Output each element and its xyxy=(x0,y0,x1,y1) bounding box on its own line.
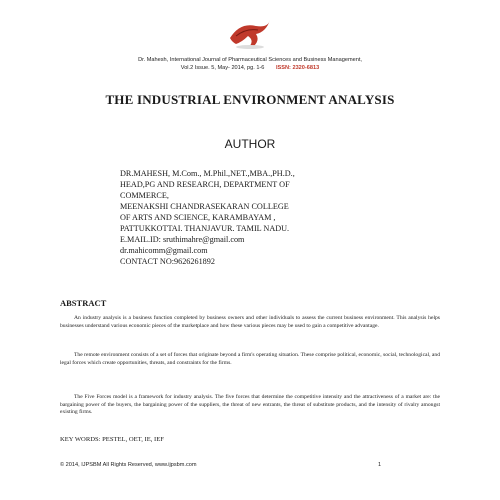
journal-logo xyxy=(226,16,274,52)
author-line: PATTUKKOTTAI. THANJAVUR. TAMIL NADU. xyxy=(120,224,290,233)
author-heading: AUTHOR xyxy=(224,137,276,151)
issn-label: ISSN: 2320-6813 xyxy=(275,65,320,71)
author-line: OF ARTS AND SCIENCE, KARAMBAYAM , xyxy=(120,213,276,222)
abstract-paragraph: The remote environment consists of a set of forces that originate beyond a firm's operating situation. These comprise political, economic, social, technological, and legal forces which create opportunities, threats, and constraints for the firms. xyxy=(60,352,440,366)
page-number: 1 xyxy=(378,462,382,468)
keywords: KEY WORDS: PESTEL, OET, IE, IEF xyxy=(60,436,164,443)
author-email-2: dr.mahicomm@gmail.com xyxy=(120,246,208,255)
abstract-heading: ABSTRACT xyxy=(60,298,107,308)
author-line: COMMERCE, xyxy=(120,191,169,200)
author-contact: CONTACT NO:9626261892 xyxy=(120,257,215,266)
abstract-paragraph: An industry analysis is a business function completed by business owners and other individuals to assess the current business environment. This analysis helps businesses understand various economic pieces of the marketplace and how these various pieces may be used to gain a competitive advantage. xyxy=(60,315,440,329)
author-line: DR.MAHESH, M.Com., M.Phil.,NET.,MBA.,PH.D., xyxy=(120,169,295,178)
journal-line-1: Dr. Mahesh, International Journal of Pharmaceutical Sciences and Business Management, xyxy=(138,57,362,63)
journal-line-2 xyxy=(60,64,440,72)
journal-citation xyxy=(60,56,440,72)
author-email: E.MAIL.ID: sruthimahre@gmail.com xyxy=(120,235,245,244)
author-details xyxy=(120,168,420,267)
copyright-footer: © 2014, IJPSBM All Rights Reserved, www.ijpsbm.com xyxy=(60,462,197,468)
abstract-paragraph: The Five Forces model is a framework for industry analysis. The five forces that determine the competitive intensity and the attractiveness of a market are: the bargaining power of the buyers, the bargaining power of the suppliers, the threat of new entrants, the threat of substitute products, and the intensity of rivalry amongst existing firms. xyxy=(60,394,440,416)
author-line: MEENAKSHI CHANDRASEKARAN COLLEGE xyxy=(120,202,289,211)
journal-volume: Vol.2 Issue. 5, May- 2014, pg. 1-6 xyxy=(180,65,265,71)
paper-title: THE INDUSTRIAL ENVIRONMENT ANALYSIS xyxy=(105,92,395,107)
author-line: HEAD,PG AND RESEARCH, DEPARTMENT OF xyxy=(120,180,290,189)
